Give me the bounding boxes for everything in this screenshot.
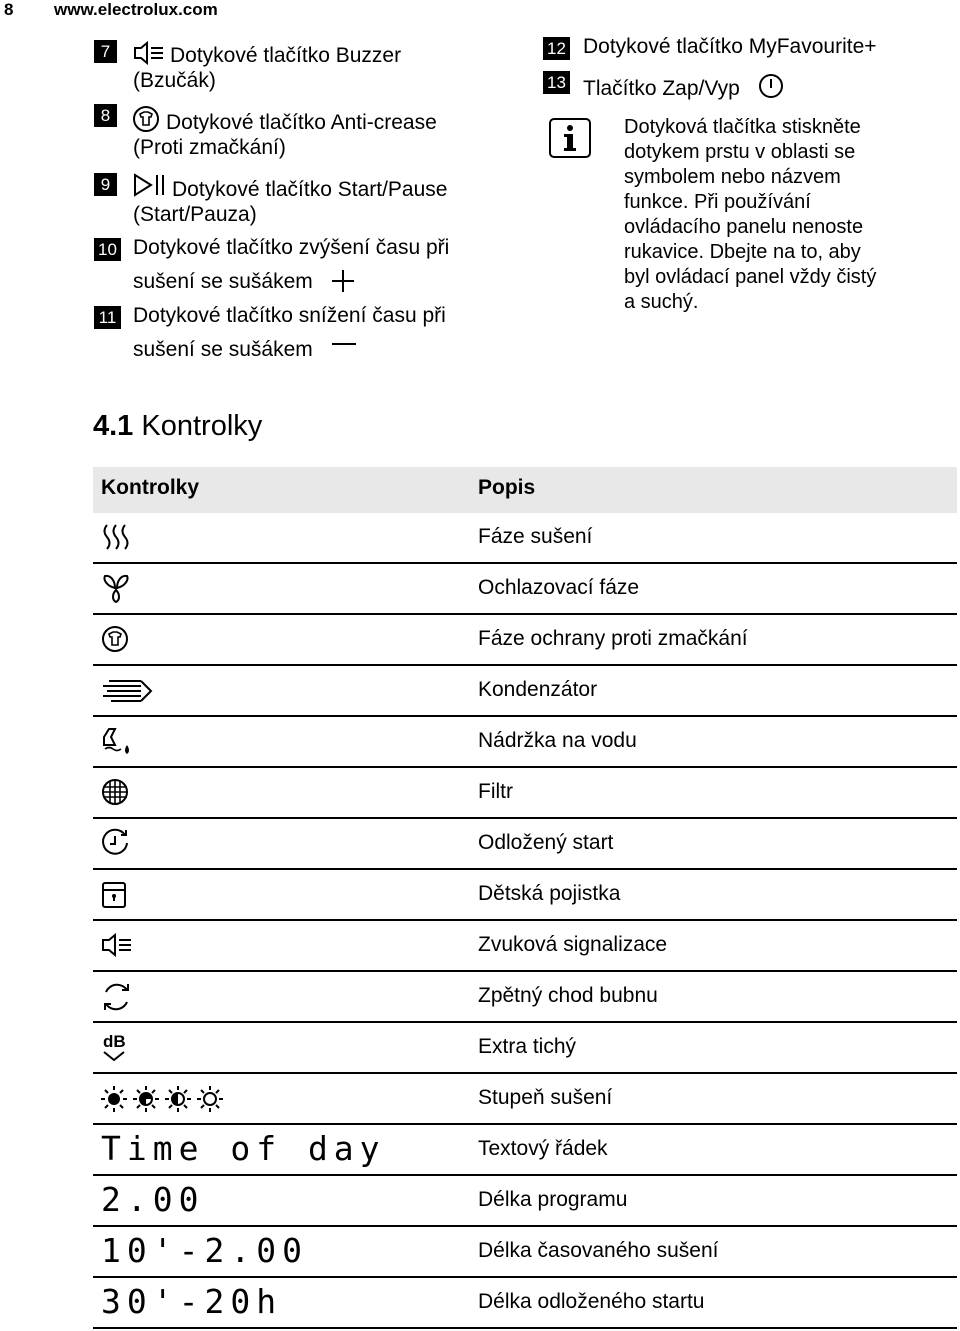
- condenser-icon: [101, 674, 155, 708]
- row-description: Fáze ochrany proti zmačkání: [478, 627, 748, 650]
- control-10-line1: Dotykové tlačítko zvýšení času při: [133, 236, 450, 259]
- header-indicators: Kontrolky: [101, 476, 200, 499]
- minus-icon: [331, 340, 357, 348]
- info-note: [624, 115, 876, 315]
- control-8-line1: Dotykové tlačítko Anti-crease: [166, 111, 437, 134]
- table-header: [93, 467, 957, 513]
- child-lock-icon: [101, 878, 131, 912]
- display-program-duration: 2.00: [101, 1180, 205, 1219]
- row-description: Zvuková signalizace: [478, 933, 668, 956]
- table-row: [93, 1278, 957, 1329]
- table-row: [93, 564, 957, 615]
- row-description: Filtr: [478, 780, 513, 803]
- header-description: Popis: [478, 476, 536, 499]
- badge-11: 11: [94, 306, 121, 329]
- table-row: [93, 921, 957, 972]
- row-description: Textový řádek: [478, 1137, 608, 1160]
- badge-7: 7: [94, 40, 117, 63]
- section-name: Kontrolky: [141, 410, 263, 442]
- table-row: [93, 1023, 957, 1074]
- note-line: funkce. Při používání: [624, 191, 811, 213]
- row-description: Dětská pojistka: [478, 882, 621, 905]
- control-8-line2: (Proti zmačkání): [133, 136, 286, 159]
- row-description: Extra tichý: [478, 1035, 577, 1058]
- indicators-table: [93, 467, 957, 1329]
- note-line: a suchý.: [624, 291, 699, 313]
- row-description: Délka časovaného sušení: [478, 1239, 719, 1262]
- badge-12: 12: [543, 37, 570, 60]
- display-delay-start: 30'-20h: [101, 1282, 283, 1321]
- table-row: [93, 1125, 957, 1176]
- water-tank-icon: [101, 725, 135, 759]
- note-line: rukavice. Dbejte na to, aby: [624, 241, 861, 263]
- table-row: [93, 666, 957, 717]
- note-line: dotykem prstu v oblasti se: [624, 141, 856, 163]
- control-12-label: Dotykové tlačítko MyFavourite+: [583, 35, 877, 58]
- filter-icon: [101, 776, 131, 810]
- row-description: Ochlazovací fáze: [478, 576, 640, 599]
- control-11-line1: Dotykové tlačítko snížení času při: [133, 304, 446, 327]
- control-11-line2: sušení se sušákem: [133, 338, 313, 361]
- section-title: [93, 410, 262, 443]
- control-9-line1: Dotykové tlačítko Start/Pause: [172, 178, 448, 201]
- badge-13: 13: [543, 71, 570, 94]
- control-7-line2: (Bzučák): [133, 69, 216, 92]
- table-row: [93, 768, 957, 819]
- note-line: byl ovládací panel vždy čistý: [624, 266, 877, 288]
- table-row: [93, 1074, 957, 1125]
- info-icon: [549, 118, 591, 158]
- table-row: [93, 615, 957, 666]
- dryness-level-icon: [101, 1082, 231, 1116]
- note-line: ovládacího panelu nenoste: [624, 216, 864, 238]
- control-9-line2: (Start/Pauza): [133, 203, 257, 226]
- plus-icon: [331, 269, 355, 293]
- badge-10: 10: [94, 238, 121, 261]
- badge-8: 8: [94, 104, 117, 127]
- buzzer-icon: [101, 929, 135, 963]
- table-row: [93, 717, 957, 768]
- table-row: [93, 870, 957, 921]
- row-description: Nádržka na vodu: [478, 729, 637, 752]
- note-line: symbolem nebo názvem: [624, 166, 841, 188]
- display-timed-drying: 10'-2.00: [101, 1231, 308, 1270]
- site-url: www.electrolux.com: [54, 0, 218, 19]
- cooling-fan-icon: [101, 572, 133, 606]
- extra-silent-db-icon: [101, 1031, 135, 1065]
- drying-phase-icon: [101, 521, 133, 555]
- row-description: Zpětný chod bubnu: [478, 984, 658, 1007]
- table-row: [93, 819, 957, 870]
- reverse-drum-icon: [101, 980, 135, 1014]
- row-description: Délka odloženého startu: [478, 1290, 705, 1313]
- power-icon: [758, 73, 784, 99]
- note-line: Dotyková tlačítka stiskněte: [624, 116, 861, 138]
- display-text-line: Time of day: [101, 1129, 386, 1168]
- table-row: [93, 1227, 957, 1278]
- row-description: Odložený start: [478, 831, 614, 854]
- control-13-label: Tlačítko Zap/Vyp: [583, 77, 740, 100]
- db-label: dB: [103, 1032, 126, 1051]
- row-description: Fáze sušení: [478, 525, 593, 548]
- row-description: Kondenzátor: [478, 678, 598, 701]
- control-7-line1: Dotykové tlačítko Buzzer: [170, 44, 402, 67]
- control-10-line2: sušení se sušákem: [133, 270, 313, 293]
- table-row: [93, 1176, 957, 1227]
- row-description: Délka programu: [478, 1188, 628, 1211]
- table-row: [93, 513, 957, 564]
- badge-9: 9: [94, 173, 117, 196]
- row-description: Stupeň sušení: [478, 1086, 613, 1109]
- delay-start-clock-icon: [101, 827, 133, 861]
- table-row: [93, 972, 957, 1023]
- buzzer-icon: [133, 42, 165, 64]
- section-number: 4.1: [93, 410, 134, 442]
- anti-crease-shirt-icon: [101, 623, 133, 657]
- anti-crease-icon: [133, 106, 159, 132]
- page-number: 8: [4, 0, 14, 19]
- page-header: [4, 0, 218, 20]
- start-pause-icon: [133, 173, 167, 197]
